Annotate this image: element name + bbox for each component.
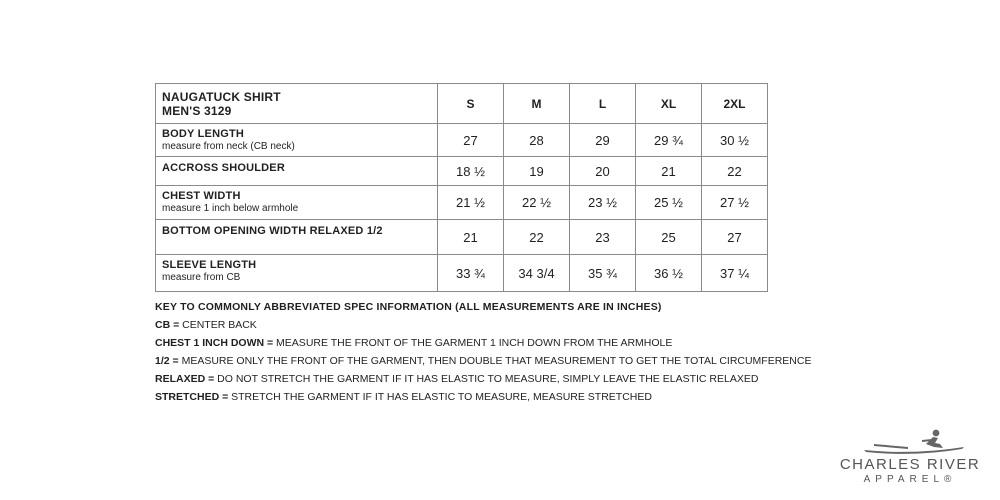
key-definition: MEASURE ONLY THE FRONT OF THE GARMENT, THEN DOUBLE THAT MEASUREMENT TO GET THE TOTAL CIRCUMFERENCE (178, 355, 812, 367)
measurement-cell: 29 (570, 124, 636, 157)
size-header-m: M (504, 84, 570, 124)
measurement-cell: 35 ¾ (570, 255, 636, 292)
measurement-cell: 27 (702, 220, 768, 255)
table-row-sleeve-length (156, 255, 768, 292)
row-sublabel: measure from neck (CB neck) (162, 141, 295, 152)
key-item (155, 352, 875, 370)
measurement-cell: 23 ½ (570, 186, 636, 220)
key-item (155, 388, 875, 406)
measurement-cell: 22 (702, 157, 768, 186)
measurement-cell: 21 ½ (438, 186, 504, 220)
measurement-cell: 22 ½ (504, 186, 570, 220)
key-definition: MEASURE THE FRONT OF THE GARMENT 1 INCH DOWN FROM THE ARMHOLE (273, 337, 673, 349)
table-row-body-length (156, 124, 768, 157)
table-header-row (156, 84, 768, 124)
measurement-cell: 36 ½ (636, 255, 702, 292)
row-label-cell (156, 186, 438, 220)
row-label-cell (156, 124, 438, 157)
row-label-cell (156, 220, 438, 255)
row-label: ACCROSS SHOULDER (162, 162, 285, 174)
row-label: BODY LENGTH (162, 128, 245, 140)
row-label-cell (156, 157, 438, 186)
brand-name: CHARLES RIVER (839, 456, 981, 473)
rower-icon (864, 428, 964, 456)
key-title: KEY TO COMMONLY ABBREVIATED SPEC INFORMATION (ALL MEASUREMENTS ARE IN INCHES) (155, 301, 662, 313)
measurement-cell: 23 (570, 220, 636, 255)
brand-subtitle: APPAREL® (863, 474, 957, 485)
measurement-cell: 19 (504, 157, 570, 186)
spec-key-notes (155, 298, 875, 406)
row-sublabel: measure 1 inch below armhole (162, 203, 299, 214)
size-spec-table (155, 83, 768, 292)
measurement-cell: 30 ½ (702, 124, 768, 157)
product-name: NAUGATUCK SHIRT (162, 90, 281, 104)
table-row-bottom-opening (156, 220, 768, 255)
size-header-s: S (438, 84, 504, 124)
measurement-cell: 25 ½ (636, 186, 702, 220)
key-item (155, 316, 875, 334)
row-label-cell (156, 255, 438, 292)
measurement-cell: 25 (636, 220, 702, 255)
row-label: SLEEVE LENGTH (162, 259, 257, 271)
key-definition: STRETCH THE GARMENT IF IT HAS ELASTIC TO MEASURE, MEASURE STRETCHED (228, 391, 652, 403)
key-term: RELAXED = (155, 373, 215, 385)
measurement-cell: 18 ½ (438, 157, 504, 186)
measurement-cell: 21 (438, 220, 504, 255)
key-term: CHEST 1 INCH DOWN = (155, 337, 274, 349)
measurement-cell: 27 ½ (702, 186, 768, 220)
key-term: CB = (155, 319, 180, 331)
measurement-cell: 22 (504, 220, 570, 255)
key-term: STRETCHED = (155, 391, 229, 403)
measurement-cell: 33 ¾ (438, 255, 504, 292)
brand-logo (830, 428, 990, 492)
key-definition: CENTER BACK (179, 319, 257, 331)
measurement-cell: 21 (636, 157, 702, 186)
measurement-cell: 34 3/4 (504, 255, 570, 292)
size-header-2xl: 2XL (702, 84, 768, 124)
measurement-cell: 37 ¼ (702, 255, 768, 292)
row-label: BOTTOM OPENING WIDTH RELAXED 1/2 (162, 225, 383, 237)
measurement-cell: 29 ¾ (636, 124, 702, 157)
row-label: CHEST WIDTH (162, 190, 241, 202)
product-title-cell (156, 84, 438, 124)
row-sublabel: measure from CB (162, 272, 241, 283)
key-item (155, 334, 875, 352)
measurement-cell: 28 (504, 124, 570, 157)
size-header-xl: XL (636, 84, 702, 124)
key-term: 1/2 = (155, 355, 179, 367)
table-row-across-shoulder (156, 157, 768, 186)
measurement-cell: 27 (438, 124, 504, 157)
table-row-chest-width (156, 186, 768, 220)
key-definition: DO NOT STRETCH THE GARMENT IF IT HAS ELASTIC TO MEASURE, SIMPLY LEAVE THE ELASTIC RELAXED (214, 373, 759, 385)
product-code: MEN'S 3129 (162, 104, 232, 118)
size-header-l: L (570, 84, 636, 124)
key-item (155, 370, 875, 388)
measurement-cell: 20 (570, 157, 636, 186)
